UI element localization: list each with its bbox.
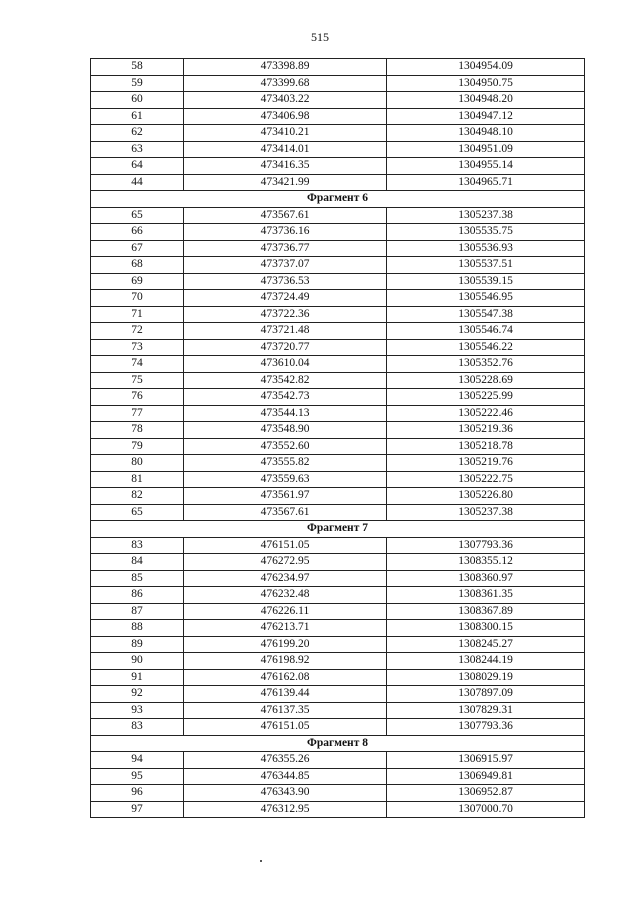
point-number: 65 bbox=[91, 504, 184, 521]
y-coordinate: 1305237.38 bbox=[387, 207, 585, 224]
x-coordinate: 473414.01 bbox=[184, 141, 387, 158]
x-coordinate: 476151.05 bbox=[184, 537, 387, 554]
y-coordinate: 1305546.74 bbox=[387, 323, 585, 340]
point-number: 92 bbox=[91, 686, 184, 703]
point-number: 59 bbox=[91, 75, 184, 92]
table-row bbox=[91, 801, 585, 818]
table-row bbox=[91, 669, 585, 686]
x-coordinate: 476198.92 bbox=[184, 653, 387, 670]
point-number: 86 bbox=[91, 587, 184, 604]
x-coordinate: 473542.73 bbox=[184, 389, 387, 406]
y-coordinate: 1304965.71 bbox=[387, 174, 585, 191]
x-coordinate: 476234.97 bbox=[184, 570, 387, 587]
y-coordinate: 1305218.78 bbox=[387, 438, 585, 455]
y-coordinate: 1306915.97 bbox=[387, 752, 585, 769]
y-coordinate: 1305539.15 bbox=[387, 273, 585, 290]
y-coordinate: 1306952.87 bbox=[387, 785, 585, 802]
table-row bbox=[91, 356, 585, 373]
x-coordinate: 476139.44 bbox=[184, 686, 387, 703]
x-coordinate: 476343.90 bbox=[184, 785, 387, 802]
y-coordinate: 1305222.46 bbox=[387, 405, 585, 422]
x-coordinate: 473399.68 bbox=[184, 75, 387, 92]
table-row bbox=[91, 273, 585, 290]
point-number: 72 bbox=[91, 323, 184, 340]
y-coordinate: 1304950.75 bbox=[387, 75, 585, 92]
y-coordinate: 1308245.27 bbox=[387, 636, 585, 653]
x-coordinate: 473724.49 bbox=[184, 290, 387, 307]
table-row bbox=[91, 158, 585, 175]
point-number: 77 bbox=[91, 405, 184, 422]
point-number: 68 bbox=[91, 257, 184, 274]
x-coordinate: 473736.16 bbox=[184, 224, 387, 241]
y-coordinate: 1307000.70 bbox=[387, 801, 585, 818]
x-coordinate: 476162.08 bbox=[184, 669, 387, 686]
x-coordinate: 473721.48 bbox=[184, 323, 387, 340]
point-number: 81 bbox=[91, 471, 184, 488]
x-coordinate: 473559.63 bbox=[184, 471, 387, 488]
point-number: 74 bbox=[91, 356, 184, 373]
y-coordinate: 1304951.09 bbox=[387, 141, 585, 158]
table-row bbox=[91, 141, 585, 158]
fragment-label: Фрагмент 6 bbox=[91, 191, 585, 208]
y-coordinate: 1305219.76 bbox=[387, 455, 585, 472]
x-coordinate: 473416.35 bbox=[184, 158, 387, 175]
y-coordinate: 1308244.19 bbox=[387, 653, 585, 670]
table-row bbox=[91, 75, 585, 92]
point-number: 60 bbox=[91, 92, 184, 109]
point-number: 69 bbox=[91, 273, 184, 290]
scan-speck bbox=[260, 860, 262, 862]
y-coordinate: 1308355.12 bbox=[387, 554, 585, 571]
x-coordinate: 473737.07 bbox=[184, 257, 387, 274]
fragment-header-row bbox=[91, 191, 585, 208]
y-coordinate: 1304954.09 bbox=[387, 59, 585, 76]
x-coordinate: 473542.82 bbox=[184, 372, 387, 389]
y-coordinate: 1305546.22 bbox=[387, 339, 585, 356]
point-number: 96 bbox=[91, 785, 184, 802]
y-coordinate: 1305226.80 bbox=[387, 488, 585, 505]
table-row bbox=[91, 224, 585, 241]
point-number: 87 bbox=[91, 603, 184, 620]
y-coordinate: 1308300.15 bbox=[387, 620, 585, 637]
y-coordinate: 1308360.97 bbox=[387, 570, 585, 587]
table-row bbox=[91, 504, 585, 521]
y-coordinate: 1304955.14 bbox=[387, 158, 585, 175]
fragment-label: Фрагмент 8 bbox=[91, 735, 585, 752]
y-coordinate: 1307793.36 bbox=[387, 719, 585, 736]
table-row bbox=[91, 537, 585, 554]
x-coordinate: 473561.97 bbox=[184, 488, 387, 505]
point-number: 63 bbox=[91, 141, 184, 158]
table-row bbox=[91, 620, 585, 637]
table-row bbox=[91, 389, 585, 406]
x-coordinate: 476151.05 bbox=[184, 719, 387, 736]
table-row bbox=[91, 587, 585, 604]
fragment-label: Фрагмент 7 bbox=[91, 521, 585, 538]
y-coordinate: 1305222.75 bbox=[387, 471, 585, 488]
table-row bbox=[91, 422, 585, 439]
y-coordinate: 1304948.20 bbox=[387, 92, 585, 109]
point-number: 97 bbox=[91, 801, 184, 818]
table-row bbox=[91, 768, 585, 785]
point-number: 66 bbox=[91, 224, 184, 241]
table-row bbox=[91, 207, 585, 224]
table-row bbox=[91, 471, 585, 488]
y-coordinate: 1306949.81 bbox=[387, 768, 585, 785]
table-row bbox=[91, 92, 585, 109]
point-number: 75 bbox=[91, 372, 184, 389]
table-row bbox=[91, 306, 585, 323]
point-number: 82 bbox=[91, 488, 184, 505]
y-coordinate: 1305219.36 bbox=[387, 422, 585, 439]
table-row bbox=[91, 636, 585, 653]
y-coordinate: 1307897.09 bbox=[387, 686, 585, 703]
point-number: 94 bbox=[91, 752, 184, 769]
x-coordinate: 473736.53 bbox=[184, 273, 387, 290]
table-row bbox=[91, 405, 585, 422]
y-coordinate: 1304948.10 bbox=[387, 125, 585, 142]
point-number: 85 bbox=[91, 570, 184, 587]
y-coordinate: 1304947.12 bbox=[387, 108, 585, 125]
y-coordinate: 1305535.75 bbox=[387, 224, 585, 241]
point-number: 79 bbox=[91, 438, 184, 455]
x-coordinate: 473544.13 bbox=[184, 405, 387, 422]
x-coordinate: 473567.61 bbox=[184, 207, 387, 224]
x-coordinate: 476272.95 bbox=[184, 554, 387, 571]
y-coordinate: 1305547.38 bbox=[387, 306, 585, 323]
y-coordinate: 1305536.93 bbox=[387, 240, 585, 257]
point-number: 67 bbox=[91, 240, 184, 257]
y-coordinate: 1308361.35 bbox=[387, 587, 585, 604]
coordinates-table bbox=[90, 58, 585, 818]
table-row bbox=[91, 125, 585, 142]
x-coordinate: 476344.85 bbox=[184, 768, 387, 785]
table-row bbox=[91, 108, 585, 125]
point-number: 78 bbox=[91, 422, 184, 439]
point-number: 89 bbox=[91, 636, 184, 653]
y-coordinate: 1307793.36 bbox=[387, 537, 585, 554]
y-coordinate: 1308367.89 bbox=[387, 603, 585, 620]
table-row bbox=[91, 455, 585, 472]
point-number: 44 bbox=[91, 174, 184, 191]
x-coordinate: 476199.20 bbox=[184, 636, 387, 653]
y-coordinate: 1305228.69 bbox=[387, 372, 585, 389]
point-number: 88 bbox=[91, 620, 184, 637]
x-coordinate: 473720.77 bbox=[184, 339, 387, 356]
y-coordinate: 1305537.51 bbox=[387, 257, 585, 274]
x-coordinate: 473555.82 bbox=[184, 455, 387, 472]
point-number: 95 bbox=[91, 768, 184, 785]
x-coordinate: 473548.90 bbox=[184, 422, 387, 439]
x-coordinate: 476213.71 bbox=[184, 620, 387, 637]
table-row bbox=[91, 438, 585, 455]
x-coordinate: 473398.89 bbox=[184, 59, 387, 76]
y-coordinate: 1305225.99 bbox=[387, 389, 585, 406]
table-row bbox=[91, 702, 585, 719]
fragment-header-row bbox=[91, 521, 585, 538]
table-row bbox=[91, 752, 585, 769]
table-row bbox=[91, 323, 585, 340]
point-number: 73 bbox=[91, 339, 184, 356]
point-number: 83 bbox=[91, 537, 184, 554]
table-row bbox=[91, 372, 585, 389]
x-coordinate: 476355.26 bbox=[184, 752, 387, 769]
table-row bbox=[91, 488, 585, 505]
table-row bbox=[91, 719, 585, 736]
x-coordinate: 476226.11 bbox=[184, 603, 387, 620]
table-row bbox=[91, 653, 585, 670]
table-row bbox=[91, 240, 585, 257]
table-row bbox=[91, 339, 585, 356]
coordinates-table-body bbox=[91, 59, 585, 818]
point-number: 84 bbox=[91, 554, 184, 571]
point-number: 83 bbox=[91, 719, 184, 736]
table-row bbox=[91, 686, 585, 703]
y-coordinate: 1307829.31 bbox=[387, 702, 585, 719]
point-number: 90 bbox=[91, 653, 184, 670]
point-number: 58 bbox=[91, 59, 184, 76]
y-coordinate: 1305352.76 bbox=[387, 356, 585, 373]
x-coordinate: 473403.22 bbox=[184, 92, 387, 109]
table-row bbox=[91, 257, 585, 274]
x-coordinate: 476137.35 bbox=[184, 702, 387, 719]
x-coordinate: 473736.77 bbox=[184, 240, 387, 257]
fragment-header-row bbox=[91, 735, 585, 752]
x-coordinate: 473722.36 bbox=[184, 306, 387, 323]
point-number: 80 bbox=[91, 455, 184, 472]
point-number: 76 bbox=[91, 389, 184, 406]
table-row bbox=[91, 59, 585, 76]
y-coordinate: 1308029.19 bbox=[387, 669, 585, 686]
point-number: 65 bbox=[91, 207, 184, 224]
x-coordinate: 473410.21 bbox=[184, 125, 387, 142]
point-number: 64 bbox=[91, 158, 184, 175]
x-coordinate: 473406.98 bbox=[184, 108, 387, 125]
point-number: 61 bbox=[91, 108, 184, 125]
table-row bbox=[91, 554, 585, 571]
table-row bbox=[91, 603, 585, 620]
y-coordinate: 1305546.95 bbox=[387, 290, 585, 307]
point-number: 70 bbox=[91, 290, 184, 307]
x-coordinate: 473421.99 bbox=[184, 174, 387, 191]
table-row bbox=[91, 570, 585, 587]
point-number: 62 bbox=[91, 125, 184, 142]
x-coordinate: 473567.61 bbox=[184, 504, 387, 521]
table-row bbox=[91, 785, 585, 802]
point-number: 71 bbox=[91, 306, 184, 323]
table-row bbox=[91, 290, 585, 307]
point-number: 91 bbox=[91, 669, 184, 686]
x-coordinate: 476232.48 bbox=[184, 587, 387, 604]
page-number: 515 bbox=[311, 30, 329, 44]
x-coordinate: 473552.60 bbox=[184, 438, 387, 455]
x-coordinate: 476312.95 bbox=[184, 801, 387, 818]
x-coordinate: 473610.04 bbox=[184, 356, 387, 373]
point-number: 93 bbox=[91, 702, 184, 719]
y-coordinate: 1305237.38 bbox=[387, 504, 585, 521]
table-row bbox=[91, 174, 585, 191]
